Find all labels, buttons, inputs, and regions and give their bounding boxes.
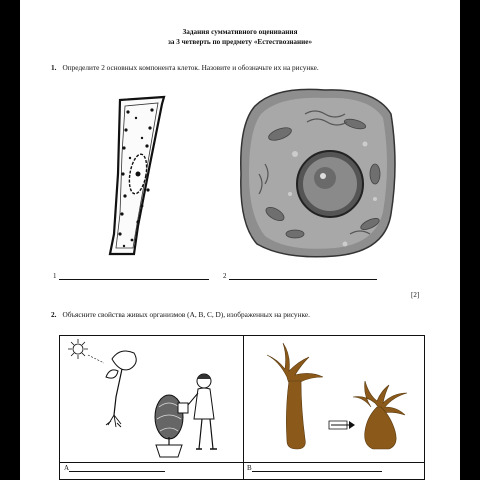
answer-1-label: 1 <box>53 272 57 280</box>
panel-a-answer[interactable] <box>64 464 165 472</box>
question-1 <box>51 63 319 72</box>
panel-b-label: B <box>247 464 252 472</box>
panel-a-label: A <box>64 464 70 472</box>
frame-horizontal-divider <box>60 462 424 463</box>
question-1-marks: [2] <box>411 291 420 299</box>
panel-b-blank[interactable] <box>252 464 382 472</box>
animal-cell-drawing <box>235 84 400 262</box>
question-2 <box>51 310 310 319</box>
question-1-number: 1. <box>51 63 57 72</box>
header-title: Задания суммативного оценивания <box>182 28 298 36</box>
frame-vertical-divider <box>243 336 244 479</box>
sun-icon <box>68 339 88 359</box>
panel-b-answer[interactable] <box>247 464 382 472</box>
answer-line-2[interactable] <box>223 271 377 280</box>
answer-2-label: 2 <box>223 272 227 280</box>
question-2-text: Объясните свойства живых организмов (A, B, C, D), изображенных на рисунке. <box>62 310 310 319</box>
answer-1-blank[interactable] <box>59 271 209 280</box>
header-subtitle: за 3 четверть по предмету «Естествознание» <box>167 38 313 46</box>
question-1-text: Определите 2 основных компонента клеток. Назовите и обозначьте их на рисунке. <box>62 63 319 72</box>
answer-line-1[interactable] <box>53 271 209 280</box>
question-2-number: 2. <box>51 310 57 319</box>
panel-b-illustration <box>245 337 423 459</box>
worksheet-page <box>20 0 460 480</box>
panel-a-blank[interactable] <box>69 464 165 472</box>
answer-2-blank[interactable] <box>229 271 377 280</box>
panel-a-illustration <box>64 337 240 459</box>
plant-cell-drawing <box>92 94 187 259</box>
